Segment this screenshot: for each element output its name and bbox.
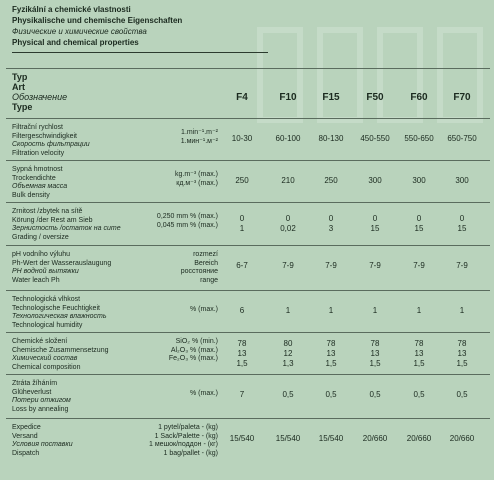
row-label-line: Технологическая влажность bbox=[12, 313, 107, 320]
table-cell bbox=[309, 434, 353, 444]
row-label bbox=[12, 338, 109, 372]
cell-value: 550-650 bbox=[404, 134, 434, 143]
cell-value: 1,3 bbox=[282, 359, 294, 368]
cell-value: 6-7 bbox=[236, 261, 248, 270]
row-label-line: Grading / oversize bbox=[12, 233, 69, 241]
cell-value: 0 bbox=[285, 214, 291, 223]
cell-value: 300 bbox=[455, 176, 469, 185]
table-cell bbox=[220, 339, 264, 369]
cell-value: 1,5 bbox=[369, 359, 381, 368]
table-cell bbox=[353, 434, 397, 444]
cell-value: 7-9 bbox=[456, 261, 468, 270]
cell-value: 78 bbox=[326, 339, 336, 348]
cell-value: 80-130 bbox=[318, 134, 344, 143]
row-label bbox=[12, 208, 121, 242]
row-unit-line: % (max.) bbox=[190, 306, 218, 313]
table-cell bbox=[353, 214, 397, 234]
table-cell bbox=[309, 261, 353, 271]
page-header bbox=[12, 4, 182, 48]
table-cell bbox=[353, 339, 397, 369]
row-unit bbox=[157, 213, 218, 230]
column-header-f50: F50 bbox=[366, 92, 384, 103]
table-cell bbox=[353, 306, 397, 316]
cell-value: 0,5 bbox=[325, 390, 337, 399]
cell-value: 3 bbox=[328, 224, 334, 233]
row-label bbox=[12, 124, 90, 158]
row-label bbox=[12, 380, 71, 414]
table-cell bbox=[353, 261, 397, 271]
row-unit-line: 1 bag/pallet - (kg) bbox=[163, 449, 218, 457]
cell-value: 13 bbox=[414, 349, 424, 358]
table-cell bbox=[397, 339, 441, 369]
row-divider bbox=[6, 202, 490, 203]
cell-value: 0 bbox=[459, 214, 465, 223]
row-unit-line: Bereich bbox=[194, 259, 218, 267]
row-label-line: Glüheverlust bbox=[12, 388, 52, 396]
cell-value: 300 bbox=[412, 176, 426, 185]
row-unit-line: rozmezí bbox=[193, 251, 218, 258]
table-cell bbox=[220, 306, 264, 316]
column-header-f60: F60 bbox=[410, 92, 428, 103]
row-unit bbox=[169, 338, 218, 364]
cell-value: 300 bbox=[368, 176, 382, 185]
cell-value: 250 bbox=[324, 176, 338, 185]
table-cell bbox=[440, 214, 484, 234]
row-label bbox=[12, 424, 73, 458]
row-unit-line: 0,045 mm % (max.) bbox=[156, 221, 218, 229]
row-unit-line: Fe₂O₃ % (max.) bbox=[168, 355, 218, 362]
header-en: Physical and chemical properties bbox=[12, 38, 139, 47]
column-header-f15: F15 bbox=[322, 92, 340, 103]
cell-value: 10-30 bbox=[231, 134, 253, 143]
row-label-line: Dispatch bbox=[12, 449, 40, 457]
table-cell bbox=[353, 176, 397, 186]
cell-value: 1,5 bbox=[325, 359, 337, 368]
table-cell bbox=[266, 306, 310, 316]
cell-value: 13 bbox=[370, 349, 380, 358]
table-cell bbox=[397, 261, 441, 271]
background-watermark bbox=[250, 20, 490, 130]
cell-value: 1,5 bbox=[413, 359, 425, 368]
header-ru: Физические и химические свойства bbox=[12, 27, 147, 36]
cell-value: 0,5 bbox=[282, 390, 294, 399]
cell-value: 15 bbox=[414, 224, 424, 233]
cell-value: 78 bbox=[414, 339, 424, 348]
table-cell bbox=[220, 214, 264, 234]
cell-value: 78 bbox=[237, 339, 247, 348]
table-cell bbox=[440, 390, 484, 400]
row-label-line: Зернистость /остаток на сите bbox=[12, 225, 121, 232]
cell-value: 15 bbox=[370, 224, 380, 233]
column-header-f70: F70 bbox=[453, 92, 471, 103]
row-divider bbox=[6, 418, 490, 419]
table-cell bbox=[397, 214, 441, 234]
row-label-line: Chemische Zusammensetzung bbox=[12, 346, 109, 354]
cell-value: 1 bbox=[372, 306, 378, 315]
cell-value: 1,5 bbox=[236, 359, 248, 368]
cell-value: 650-750 bbox=[447, 134, 477, 143]
row-label-line: Expedice bbox=[12, 424, 41, 431]
table-cell bbox=[440, 176, 484, 186]
table-cell bbox=[266, 134, 310, 144]
row-unit-line: 1 pytel/paleta - (kg) bbox=[158, 424, 218, 431]
table-cell bbox=[220, 134, 264, 144]
cell-value: 12 bbox=[283, 349, 293, 358]
row-label-line: Filtration velocity bbox=[12, 149, 65, 157]
cell-value: 80 bbox=[283, 339, 293, 348]
table-cell bbox=[220, 176, 264, 186]
cell-value: 78 bbox=[370, 339, 380, 348]
row-label-line: Условия поставки bbox=[12, 441, 73, 448]
table-cell bbox=[309, 390, 353, 400]
row-label-line: Technological humidity bbox=[12, 321, 83, 329]
table-cell bbox=[309, 176, 353, 186]
row-unit-line: 1 мешок/поддон - (кг) bbox=[148, 441, 218, 448]
table-cell bbox=[220, 434, 264, 444]
cell-value: 210 bbox=[281, 176, 295, 185]
row-divider bbox=[6, 118, 490, 119]
column-header-f10: F10 bbox=[279, 92, 297, 103]
row-label-line: Trockendichte bbox=[12, 174, 56, 182]
table-cell bbox=[440, 261, 484, 271]
table-cell bbox=[266, 261, 310, 271]
row-unit-line: 1.min⁻¹.m⁻² bbox=[181, 129, 218, 136]
cell-value: 0,02 bbox=[280, 224, 296, 233]
row-unit bbox=[190, 306, 218, 315]
cell-value: 0 bbox=[372, 214, 378, 223]
cell-value: 13 bbox=[457, 349, 467, 358]
row-label-line: Loss by annealing bbox=[12, 405, 69, 413]
cell-value: 0,5 bbox=[456, 390, 468, 399]
row-label-line: Bulk density bbox=[12, 191, 50, 199]
table-cell bbox=[309, 214, 353, 234]
row-label-line: Sypná hmotnost bbox=[12, 166, 63, 173]
cell-value: 7 bbox=[239, 390, 245, 399]
row-unit-line: росстояние bbox=[180, 268, 218, 275]
cell-value: 0 bbox=[239, 214, 245, 223]
table-cell bbox=[397, 306, 441, 316]
row-unit-line: кд.м⁻³ (max.) bbox=[176, 179, 218, 187]
table-cell bbox=[309, 339, 353, 369]
cell-value: 20/660 bbox=[362, 434, 388, 443]
table-cell bbox=[440, 434, 484, 444]
row-unit-line: 1 Sack/Palette - (kg) bbox=[154, 432, 218, 440]
cell-value: 250 bbox=[235, 176, 249, 185]
row-label-line: Объемная масса bbox=[12, 183, 68, 190]
table-cell bbox=[397, 134, 441, 144]
table-cell bbox=[440, 339, 484, 369]
row-label-line: Technologická vlhkost bbox=[12, 296, 81, 303]
cell-value: 1 bbox=[285, 306, 291, 315]
cell-value: 7-9 bbox=[282, 261, 294, 270]
cell-value: 20/660 bbox=[406, 434, 432, 443]
row-unit-line: kg.m⁻³ (max.) bbox=[175, 171, 218, 178]
row-divider bbox=[6, 245, 490, 246]
row-divider bbox=[6, 374, 490, 375]
row-label-line: Ztráta žíháním bbox=[12, 380, 58, 387]
row-unit bbox=[149, 424, 218, 458]
row-label-line: Потери отжигом bbox=[12, 397, 71, 404]
row-unit-line: % (max.) bbox=[190, 390, 218, 397]
row-unit bbox=[181, 251, 218, 285]
row-divider bbox=[6, 290, 490, 291]
cell-value: 7-9 bbox=[369, 261, 381, 270]
row-divider bbox=[6, 160, 490, 161]
row-label bbox=[12, 251, 111, 285]
table-cell bbox=[440, 134, 484, 144]
row-label-line: Химический состав bbox=[12, 355, 78, 362]
row-label-line: Technologische Feuchtigkeit bbox=[12, 304, 100, 312]
header-divider bbox=[12, 52, 268, 53]
cell-value: 0,5 bbox=[413, 390, 425, 399]
cell-value: 15 bbox=[457, 224, 467, 233]
cell-value: 1 bbox=[239, 224, 245, 233]
row-label-line: Zrnitost /zbytek na sítě bbox=[12, 208, 83, 215]
row-label-line: pH vodního výluhu bbox=[12, 251, 70, 258]
cell-value: 1,5 bbox=[456, 359, 468, 368]
row-unit-line: 1.мин⁻¹.м⁻² bbox=[180, 137, 218, 145]
row-label-line: Filtrační rychlost bbox=[12, 124, 63, 131]
table-cell bbox=[266, 214, 310, 234]
cell-value: 450-550 bbox=[360, 134, 390, 143]
cell-value: 15/540 bbox=[318, 434, 344, 443]
cell-value: 15/540 bbox=[229, 434, 255, 443]
type-label: Typ Art Обозначение Type bbox=[12, 72, 68, 112]
row-label-line: PH водной вытяжки bbox=[12, 268, 79, 275]
row-label-line: Filtergeschwindigkeit bbox=[12, 132, 77, 140]
cell-value: 0 bbox=[328, 214, 334, 223]
row-label bbox=[12, 166, 67, 200]
cell-value: 15/540 bbox=[275, 434, 301, 443]
table-cell bbox=[266, 390, 310, 400]
table-top-divider bbox=[6, 68, 490, 69]
cell-value: 60-100 bbox=[275, 134, 301, 143]
row-divider bbox=[6, 332, 490, 333]
row-unit-line: SiO₂ % (min.) bbox=[175, 338, 218, 345]
row-unit-line: range bbox=[200, 276, 218, 284]
table-cell bbox=[309, 134, 353, 144]
table-cell bbox=[353, 390, 397, 400]
column-header-f4: F4 bbox=[236, 92, 248, 103]
table-cell bbox=[440, 306, 484, 316]
cell-value: 7-9 bbox=[413, 261, 425, 270]
cell-value: 0 bbox=[416, 214, 422, 223]
row-label-line: Water leach Ph bbox=[12, 276, 60, 284]
table-cell bbox=[397, 390, 441, 400]
row-unit bbox=[175, 171, 218, 188]
cell-value: 6 bbox=[239, 306, 245, 315]
row-label-line: Chemické složení bbox=[12, 338, 68, 345]
table-cell bbox=[353, 134, 397, 144]
row-unit bbox=[181, 129, 218, 146]
cell-value: 78 bbox=[457, 339, 467, 348]
row-label bbox=[12, 296, 107, 330]
table-cell bbox=[397, 176, 441, 186]
row-unit bbox=[190, 390, 218, 399]
cell-value: 1 bbox=[328, 306, 334, 315]
cell-value: 0,5 bbox=[369, 390, 381, 399]
row-label-line: Chemical composition bbox=[12, 363, 81, 371]
cell-value: 1 bbox=[416, 306, 422, 315]
cell-value: 20/660 bbox=[449, 434, 475, 443]
cell-value: 13 bbox=[237, 349, 247, 358]
header-cz: Fyzikální a chemické vlastnosti bbox=[12, 5, 131, 14]
table-cell bbox=[266, 176, 310, 186]
table-cell bbox=[266, 434, 310, 444]
table-cell bbox=[220, 390, 264, 400]
row-label-line: Versand bbox=[12, 432, 38, 440]
cell-value: 7-9 bbox=[325, 261, 337, 270]
table-cell bbox=[397, 434, 441, 444]
row-label-line: Körung /der Rest am Sieb bbox=[12, 216, 93, 224]
cell-value: 13 bbox=[326, 349, 336, 358]
header-de: Physikalische und chemische Eigenschaften bbox=[12, 16, 183, 25]
row-label-line: Скорость фильтрации bbox=[12, 141, 90, 148]
table-cell bbox=[220, 261, 264, 271]
table-cell bbox=[309, 306, 353, 316]
row-unit-line: Al₂O₃ % (max.) bbox=[170, 346, 218, 354]
row-label-line: Ph-Wert der Wasserauslaugung bbox=[12, 259, 112, 267]
row-unit-line: 0,250 mm % (max.) bbox=[156, 213, 218, 220]
table-cell bbox=[266, 339, 310, 369]
cell-value: 1 bbox=[459, 306, 465, 315]
